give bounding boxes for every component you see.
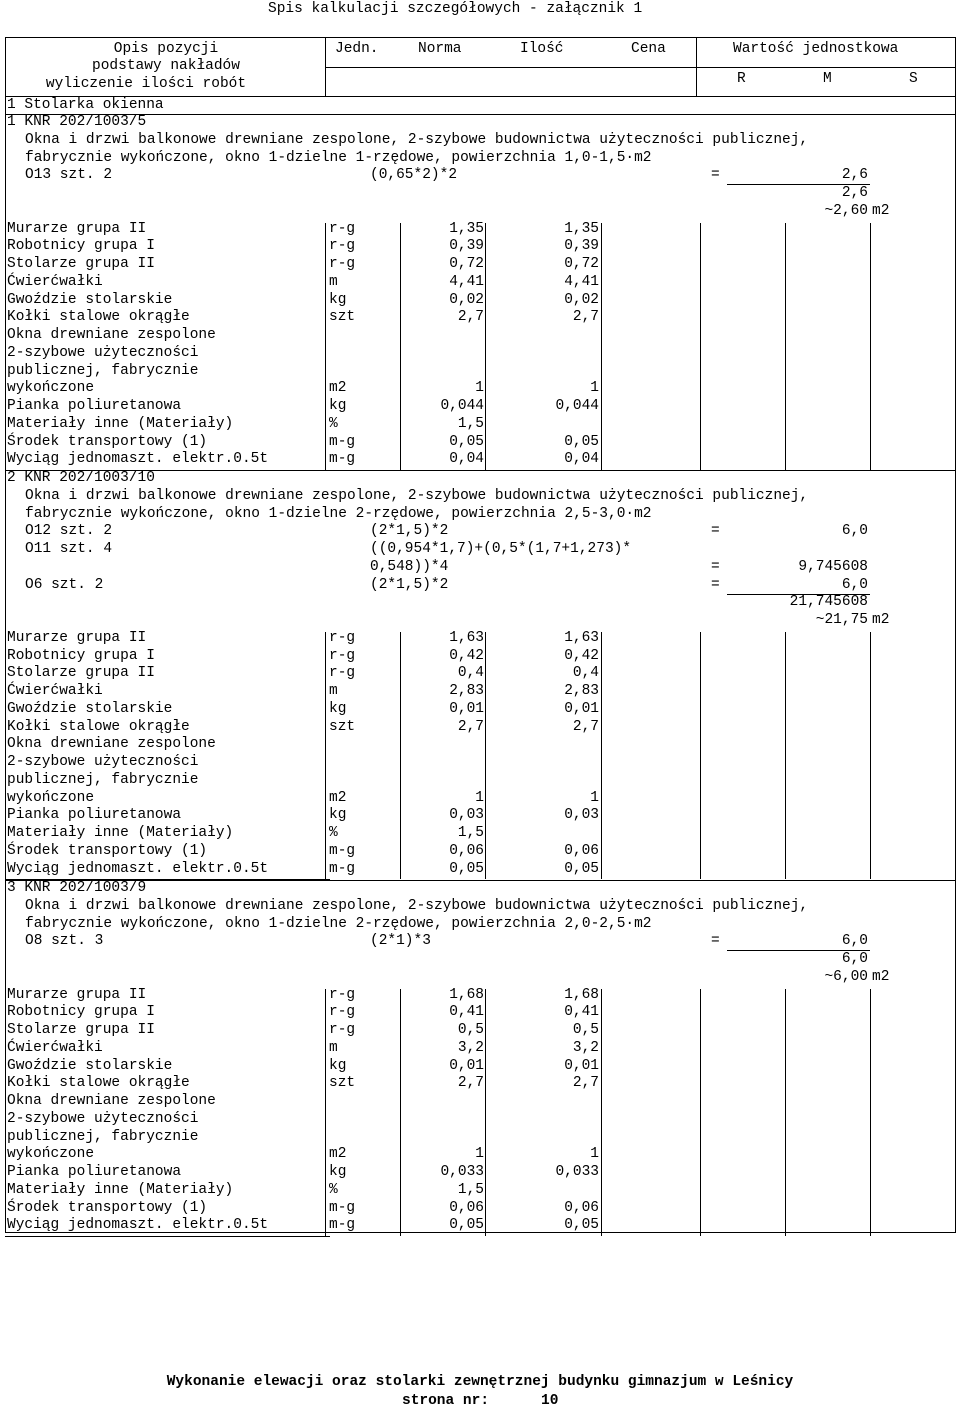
col-header-opis-3: wyliczenie ilości robót <box>45 76 247 92</box>
column-divider <box>785 223 786 471</box>
col-header-norma: Norma <box>418 41 462 57</box>
resource-unit: m-g <box>329 433 356 450</box>
column-divider <box>601 223 602 471</box>
resource-norma: 1 <box>475 380 484 397</box>
resource-ilosc: 0,4 <box>572 665 599 682</box>
calc-value: 2,6 <box>841 167 868 184</box>
table-border-top <box>5 37 956 38</box>
calc-formula: (2*1,5)*2 <box>370 576 449 593</box>
position-rule <box>5 880 956 881</box>
resource-name: Gwoździe stolarskie <box>7 700 173 717</box>
calc-eq: = <box>711 576 720 593</box>
calc-value: 6,0 <box>841 523 868 540</box>
calc-total-unit: m2 <box>872 202 890 219</box>
resource-name: wykończone <box>7 789 95 806</box>
resource-norma: 1,5 <box>457 825 484 841</box>
resource-name: Ćwierćwałki <box>7 273 103 290</box>
col-header-opis-1: Opis pozycji <box>113 41 219 57</box>
resource-name: Okna drewniane zespolone <box>7 736 216 753</box>
calc-sum: 6,0 <box>841 951 868 967</box>
resource-name: Murarze grupa II <box>7 629 147 646</box>
resource-ilosc: 1 <box>590 789 599 806</box>
column-divider <box>700 223 701 471</box>
resource-norma: 0,033 <box>440 1164 484 1180</box>
resource-name: Ćwierćwałki <box>7 683 103 699</box>
resource-ilosc: 0,06 <box>564 842 599 859</box>
resource-norma: 1,5 <box>457 415 484 432</box>
resource-name: 2-szybowe użyteczności <box>7 1110 199 1127</box>
resource-name: wykończone <box>7 1146 95 1163</box>
col-header-s: S <box>909 71 918 87</box>
column-divider <box>785 989 786 1237</box>
resource-name: 2-szybowe użyteczności <box>7 754 199 770</box>
resource-name: Gwoździe stolarskie <box>7 1057 173 1074</box>
resource-name: Robotnicy grupa I <box>7 1004 155 1021</box>
resource-unit: kg <box>329 807 347 824</box>
resource-name: Wyciąg jednomaszt. elektr.0.5t <box>7 1217 269 1234</box>
col-divider-wartosc <box>696 37 697 97</box>
resource-name: publicznej, fabrycznie <box>7 362 199 379</box>
resource-ilosc: 2,83 <box>564 683 599 699</box>
resource-unit: kg <box>329 1057 347 1074</box>
column-divider <box>325 632 326 880</box>
position-description: fabrycznie wykończone, okno 1-dzielne 2-rzędowe, powierzchnia 2,5-3,0·m2 <box>25 505 652 522</box>
resource-norma: 3,2 <box>457 1039 484 1056</box>
resource-ilosc: 0,05 <box>564 860 599 877</box>
resource-unit: m <box>329 273 338 290</box>
calc-label: O12 szt. 2 <box>25 523 113 540</box>
resource-unit: % <box>329 415 338 432</box>
resource-name: Stolarze grupa II <box>7 1022 155 1038</box>
col-header-cena: Cena <box>631 41 666 57</box>
col-header-m: M <box>823 71 832 87</box>
resource-ilosc: 1,68 <box>564 986 599 1003</box>
resource-ilosc: 2,7 <box>572 1075 599 1092</box>
resource-unit: r-g <box>329 238 356 255</box>
resource-name: Pianka poliuretanowa <box>7 807 182 824</box>
resource-name: 2-szybowe użyteczności <box>7 344 199 361</box>
resource-name: Stolarze grupa II <box>7 665 155 682</box>
resource-ilosc: 0,033 <box>555 1164 599 1180</box>
column-divider <box>700 632 701 880</box>
resource-unit: szt <box>329 1075 356 1092</box>
resource-ilosc: 2,7 <box>572 718 599 735</box>
resource-ilosc: 0,02 <box>564 291 599 308</box>
resource-norma: 1,68 <box>449 986 484 1003</box>
resource-ilosc: 4,41 <box>564 273 599 290</box>
resource-norma: 0,01 <box>449 700 484 717</box>
resource-norma: 0,41 <box>449 1004 484 1021</box>
header-sub-rule <box>325 67 956 68</box>
resource-name: Wyciąg jednomaszt. elektr.0.5t <box>7 860 269 877</box>
resource-unit: m-g <box>329 1217 356 1234</box>
resource-ilosc: 0,04 <box>564 451 599 468</box>
resource-name: Pianka poliuretanowa <box>7 1164 182 1180</box>
calc-total-unit: m2 <box>872 968 890 985</box>
resource-ilosc: 1 <box>590 1146 599 1163</box>
resource-ilosc: 0,41 <box>564 1004 599 1021</box>
calc-label: O11 szt. 4 <box>25 541 113 557</box>
items-bottom-rule <box>5 1236 330 1237</box>
calc-total: ~6,00 <box>824 968 868 985</box>
resource-ilosc: 1 <box>590 380 599 397</box>
resource-name: publicznej, fabrycznie <box>7 771 199 788</box>
resource-unit: kg <box>329 700 347 717</box>
resource-unit: kg <box>329 291 347 308</box>
resource-name: Murarze grupa II <box>7 220 147 237</box>
position-description: Okna i drzwi balkonowe drewniane zespolone, 2-szybowe budownictwa użyteczności publicznej, <box>25 897 809 914</box>
resource-norma: 0,04 <box>449 451 484 468</box>
resource-ilosc: 0,044 <box>555 398 599 414</box>
column-divider <box>485 223 486 471</box>
footer-title: Wykonanie elewacji oraz stolarki zewnętrznej budynku gimnazjum w Leśnicy <box>166 1374 794 1390</box>
resource-name: Robotnicy grupa I <box>7 238 155 255</box>
resource-norma: 0,72 <box>449 256 484 272</box>
resource-unit: m <box>329 683 338 699</box>
resource-norma: 0,06 <box>449 842 484 859</box>
section-title: 1 Stolarka okienna <box>7 97 164 113</box>
resource-name: Gwoździe stolarskie <box>7 291 173 308</box>
resource-unit: % <box>329 1181 338 1198</box>
calc-eq: = <box>711 933 720 950</box>
resource-name: wykończone <box>7 380 95 397</box>
resource-ilosc: 0,39 <box>564 238 599 255</box>
calc-formula: (0,65*2)*2 <box>370 167 458 184</box>
resource-name: Robotnicy grupa I <box>7 647 155 664</box>
resource-norma: 1 <box>475 789 484 806</box>
resource-norma: 1,63 <box>449 629 484 646</box>
resource-unit: r-g <box>329 220 356 237</box>
resource-norma: 0,05 <box>449 1217 484 1234</box>
resource-unit: r-g <box>329 986 356 1003</box>
calc-label: O13 szt. 2 <box>25 167 113 184</box>
footer-page-label: strona nr: <box>402 1393 490 1409</box>
resource-unit: m-g <box>329 451 356 468</box>
resource-norma: 4,41 <box>449 273 484 290</box>
resource-norma: 0,4 <box>457 665 484 682</box>
resource-norma: 0,39 <box>449 238 484 255</box>
resource-unit: m2 <box>329 380 347 397</box>
resource-ilosc: 1,35 <box>564 220 599 237</box>
calc-eq: = <box>711 558 720 575</box>
resource-norma: 1,5 <box>457 1181 484 1198</box>
resource-ilosc: 1,63 <box>564 629 599 646</box>
column-divider <box>485 632 486 880</box>
resource-norma: 2,7 <box>457 309 484 326</box>
resource-name: Murarze grupa II <box>7 986 147 1003</box>
calc-total: ~2,60 <box>824 202 868 219</box>
calc-value: 9,745608 <box>798 558 868 575</box>
col-header-r: R <box>737 71 746 87</box>
resource-unit: % <box>329 825 338 841</box>
resource-name: Okna drewniane zespolone <box>7 1093 216 1109</box>
col-header-opis-2: podstawy nakładów <box>92 58 240 74</box>
calc-label: O6 szt. 2 <box>25 576 104 593</box>
calc-sum: 21,745608 <box>789 594 868 611</box>
calc-value: 6,0 <box>841 576 868 593</box>
resource-ilosc: 0,5 <box>572 1022 599 1038</box>
column-divider <box>870 223 871 471</box>
resource-norma: 0,05 <box>449 860 484 877</box>
calc-sum: 2,6 <box>841 185 868 201</box>
column-divider <box>400 632 401 880</box>
position-rule <box>5 114 956 115</box>
resource-name: Kołki stalowe okrągłe <box>7 1075 190 1092</box>
resource-name: Wyciąg jednomaszt. elektr.0.5t <box>7 451 269 468</box>
column-divider <box>485 989 486 1237</box>
resource-ilosc: 2,7 <box>572 309 599 326</box>
column-divider <box>785 632 786 880</box>
resource-unit: m2 <box>329 1146 347 1163</box>
position-description: Okna i drzwi balkonowe drewniane zespolone, 2-szybowe budownictwa użyteczności publicznej, <box>25 131 809 148</box>
footer-page-number: 10 <box>541 1393 559 1409</box>
table-border-right <box>955 37 956 1233</box>
position-head: 2 KNR 202/1003/10 <box>7 470 155 486</box>
document-title: Spis kalkulacji szczegółowych - załącznik 1 <box>268 1 643 17</box>
resource-norma: 2,7 <box>457 1075 484 1092</box>
resource-unit: r-g <box>329 647 356 664</box>
column-divider <box>700 989 701 1237</box>
resource-unit: kg <box>329 1164 347 1180</box>
col-header-ilosc: Ilość <box>520 41 564 57</box>
col-header-jedn: Jedn. <box>335 41 379 57</box>
resource-unit: m-g <box>329 842 356 859</box>
resource-name: Materiały inne (Materiały) <box>7 415 234 432</box>
resource-unit: szt <box>329 718 356 735</box>
calc-formula: (2*1)*3 <box>370 933 431 950</box>
resource-name: Materiały inne (Materiały) <box>7 825 234 841</box>
resource-norma: 0,5 <box>457 1022 484 1038</box>
resource-unit: m <box>329 1039 338 1056</box>
resource-norma: 1,35 <box>449 220 484 237</box>
resource-norma: 0,02 <box>449 291 484 308</box>
column-divider <box>870 632 871 880</box>
resource-name: Ćwierćwałki <box>7 1039 103 1056</box>
resource-name: Pianka poliuretanowa <box>7 398 182 414</box>
table-border-left <box>5 37 6 1233</box>
calc-eq: = <box>711 523 720 540</box>
column-divider <box>400 223 401 471</box>
calc-total: ~21,75 <box>815 612 868 628</box>
resource-norma: 2,7 <box>457 718 484 735</box>
resource-ilosc: 0,03 <box>564 807 599 824</box>
column-divider <box>325 223 326 471</box>
resource-name: Środek transportowy (1) <box>7 842 208 859</box>
resource-ilosc: 0,42 <box>564 647 599 664</box>
resource-name: Materiały inne (Materiały) <box>7 1181 234 1198</box>
calc-formula: ((0,954*1,7)+(0,5*(1,7+1,273)* <box>370 541 632 557</box>
calc-eq: = <box>711 167 720 184</box>
column-divider <box>601 632 602 880</box>
resource-ilosc: 0,01 <box>564 1057 599 1074</box>
calc-formula: 0,548))*4 <box>370 558 449 575</box>
resource-ilosc: 0,05 <box>564 433 599 450</box>
position-head: 1 KNR 202/1003/5 <box>7 114 147 130</box>
column-divider <box>325 989 326 1237</box>
column-divider <box>870 989 871 1237</box>
calc-value: 6,0 <box>841 933 868 950</box>
resource-ilosc: 0,01 <box>564 700 599 717</box>
resource-unit: r-g <box>329 665 356 682</box>
resource-name: Kołki stalowe okrągłe <box>7 309 190 326</box>
position-description: Okna i drzwi balkonowe drewniane zespolone, 2-szybowe budownictwa użyteczności publicznej, <box>25 487 809 504</box>
resource-unit: r-g <box>329 256 356 272</box>
resource-ilosc: 0,06 <box>564 1199 599 1216</box>
col-header-wartosc: Wartość jednostkowa <box>733 41 899 57</box>
resource-norma: 2,83 <box>449 683 484 699</box>
calc-total-unit: m2 <box>872 612 890 628</box>
resource-name: Stolarze grupa II <box>7 256 155 272</box>
resource-unit: szt <box>329 309 356 326</box>
resource-name: Środek transportowy (1) <box>7 1199 208 1216</box>
resource-ilosc: 3,2 <box>572 1039 599 1056</box>
resource-ilosc: 0,05 <box>564 1217 599 1234</box>
resource-norma: 0,01 <box>449 1057 484 1074</box>
resource-name: Środek transportowy (1) <box>7 433 208 450</box>
column-divider <box>400 989 401 1237</box>
resource-norma: 0,42 <box>449 647 484 664</box>
position-description: fabrycznie wykończone, okno 1-dzielne 2-rzędowe, powierzchnia 2,0-2,5·m2 <box>25 915 652 932</box>
resource-unit: r-g <box>329 1022 356 1038</box>
resource-unit: r-g <box>329 1004 356 1021</box>
resource-unit: m2 <box>329 789 347 806</box>
position-description: fabrycznie wykończone, okno 1-dzielne 1-rzędowe, powierzchnia 1,0-1,5·m2 <box>25 149 652 166</box>
resource-name: Kołki stalowe okrągłe <box>7 718 190 735</box>
calc-label: O8 szt. 3 <box>25 933 104 950</box>
resource-unit: r-g <box>329 629 356 646</box>
resource-norma: 0,05 <box>449 433 484 450</box>
resource-norma: 0,044 <box>440 398 484 414</box>
resource-norma: 0,06 <box>449 1199 484 1216</box>
column-divider <box>601 989 602 1237</box>
resource-ilosc: 0,72 <box>564 256 599 272</box>
resource-name: Okna drewniane zespolone <box>7 327 216 343</box>
resource-unit: kg <box>329 398 347 414</box>
resource-norma: 1 <box>475 1146 484 1163</box>
resource-name: publicznej, fabrycznie <box>7 1128 199 1145</box>
position-head: 3 KNR 202/1003/9 <box>7 880 147 896</box>
calc-formula: (2*1,5)*2 <box>370 523 449 540</box>
resource-unit: m-g <box>329 1199 356 1216</box>
resource-unit: m-g <box>329 860 356 877</box>
resource-norma: 0,03 <box>449 807 484 824</box>
